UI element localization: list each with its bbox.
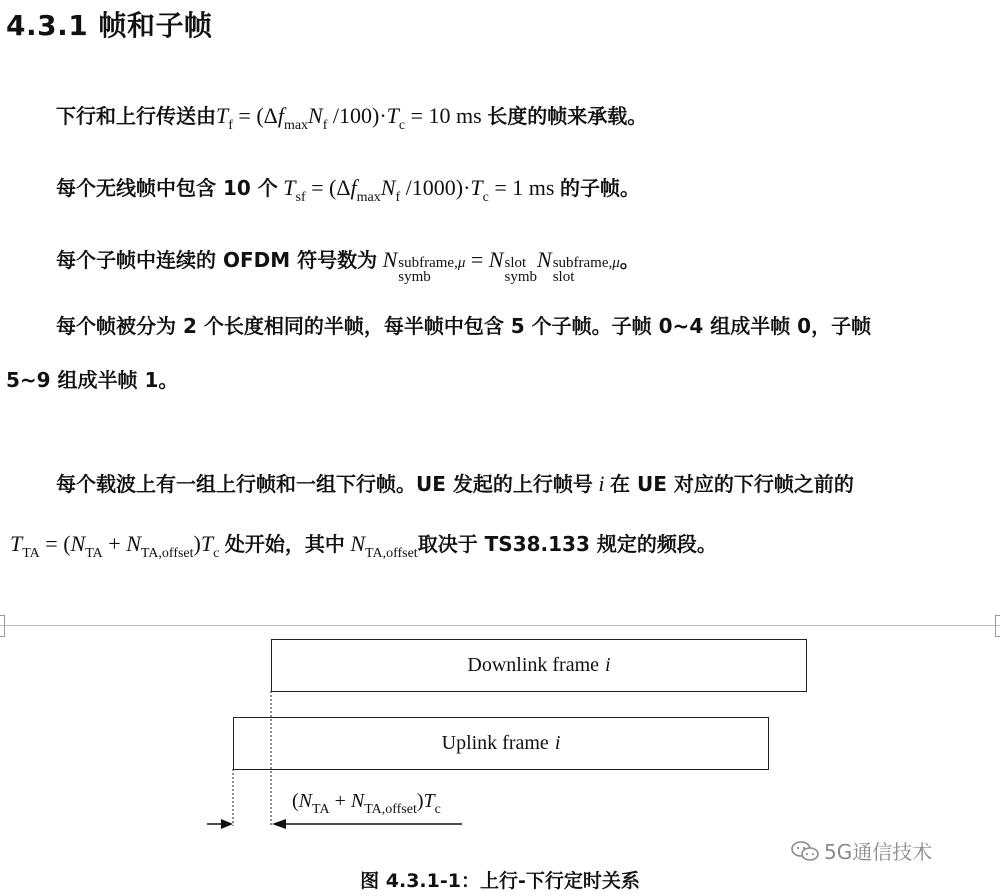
formula-tta: $T_{TA} = (N_{TA} + N_{TA,offset})T_c$: [10, 531, 220, 561]
formula-frame-var: i: [598, 471, 605, 496]
p2-text-pre: 每个无线帧中包含 10 个: [56, 176, 278, 200]
p5-text-post: 在 UE 对应的下行帧之前的: [610, 472, 854, 496]
uplink-frame-label: Uplink frame: [441, 732, 549, 754]
right-arrow-head: [272, 819, 286, 829]
watermark: [790, 836, 932, 865]
p5-text-mid: 处开始，其中: [224, 532, 345, 556]
timing-advance-formula: $(N_{TA} + N_{TA,offset})T_c$: [292, 790, 441, 817]
formula-nta-offset: $N_{TA,offset}$: [350, 531, 418, 561]
formula-tf: $T_f = (\Delta f_{max}N_f$ $/100)\cdot T_c = 10$ ms: [216, 103, 488, 133]
left-arrow-head: [221, 819, 233, 829]
p5-text-post2: 取决于 TS38.133 规定的频段。: [417, 532, 717, 556]
watermark-text: 5G通信技术: [824, 840, 933, 864]
p5-text-pre: 每个载波上有一组上行帧和一组下行帧。UE 发起的上行帧号: [56, 472, 593, 496]
section-heading: 4.3.1 帧和子帧: [6, 9, 213, 42]
formula-tsf: $T_{sf} = (\Delta f_{max}N_f$ $/1000)\cdot T_c = 1$ ms: [283, 175, 560, 205]
paragraph-half-frame-line1: 每个帧被分为 2 个长度相同的半帧，每半帧中包含 5 个子帧。子帧 0~4 组成半帧 0，子帧: [56, 314, 872, 338]
figure-caption: 图 4.3.1-1：上行-下行定时关系: [360, 870, 640, 892]
p3-text-post: 。: [619, 248, 640, 272]
p1-text-pre: 下行和上行传送由: [56, 104, 216, 128]
p3-text-pre: 每个子帧中连续的 OFDM 符号数为: [56, 248, 378, 272]
downlink-frame-var: i: [605, 654, 611, 676]
p1-text-post: 长度的帧来承载。: [487, 104, 648, 128]
paragraph-half-frame-line2: 5~9 组成半帧 1。: [6, 368, 179, 392]
wechat-icon: [790, 840, 820, 862]
p2-text-post: 的子帧。: [559, 176, 640, 200]
uplink-frame-var: i: [554, 732, 561, 754]
downlink-frame-label: Downlink frame: [467, 654, 600, 676]
formula-nsymb: N subframe,μ symb = N slot symb N subframe,μ slot: [382, 247, 620, 285]
